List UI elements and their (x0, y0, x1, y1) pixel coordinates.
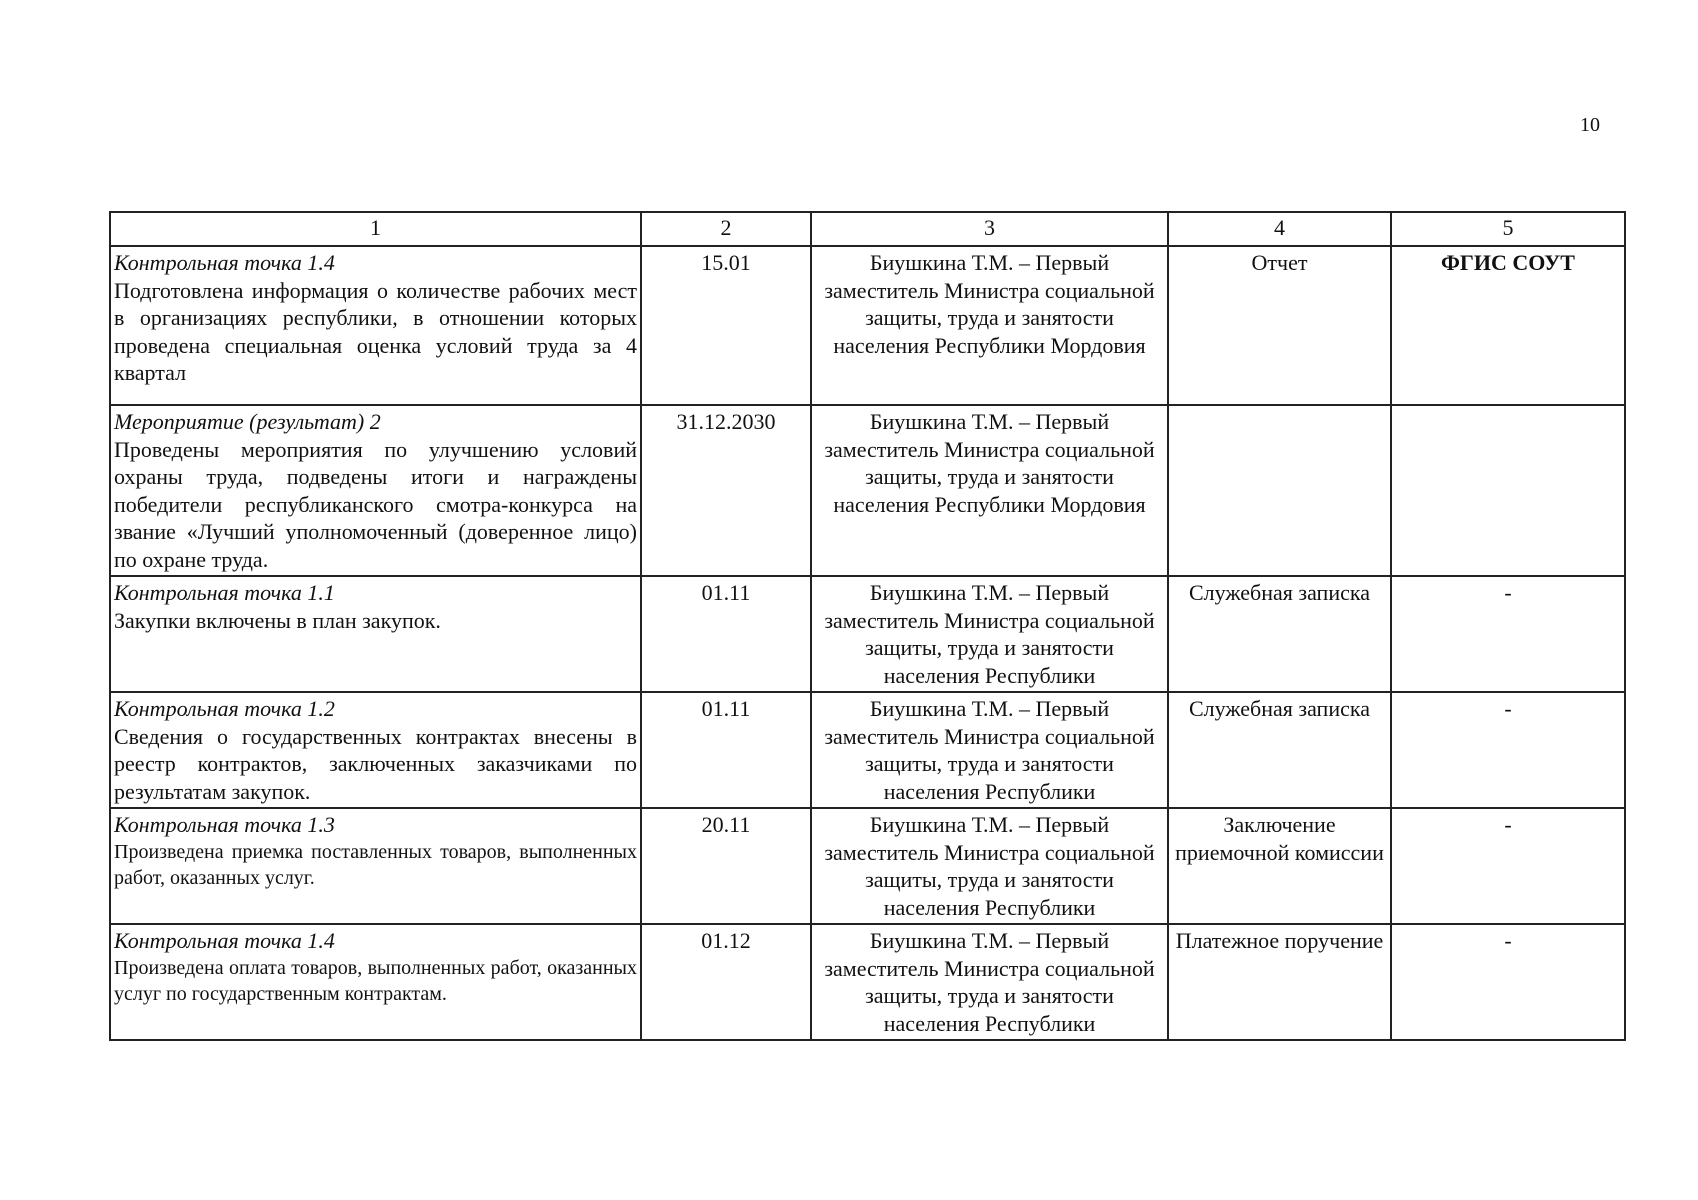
plan-table (109, 211, 1626, 1041)
system-cell: ФГИС СОУТ (1391, 246, 1625, 405)
responsible-cell: Биушкина Т.М. – Первый заместитель Министра социальной защиты, труда и занятости населения Республики Мордовия (811, 405, 1168, 576)
date-cell: 15.01 (641, 246, 811, 405)
item-title: Контрольная точка 1.4 (114, 928, 335, 953)
page-number: 10 (1580, 114, 1600, 136)
responsible-cell: Биушкина Т.М. – Первый заместитель Министра социальной защиты, труда и занятости населения Республики (811, 924, 1168, 1040)
system-cell: - (1391, 576, 1625, 692)
date-cell: 01.12 (641, 924, 811, 1040)
item-cell (110, 692, 641, 808)
item-description: Закупки включены в план закупок. (114, 607, 441, 633)
column-header-5: 5 (1391, 212, 1625, 246)
table-row (110, 924, 1625, 1040)
responsible-cell: Биушкина Т.М. – Первый заместитель Министра социальной защиты, труда и занятости населения Республики (811, 808, 1168, 924)
item-description: Произведена приемка поставленных товаров, выполненных работ, оказанных услуг. (114, 840, 637, 889)
column-header-3: 3 (811, 212, 1168, 246)
responsible-cell: Биушкина Т.М. – Первый заместитель Министра социальной защиты, труда и занятости населения Республики Мордовия (811, 246, 1168, 405)
column-header-1: 1 (110, 212, 641, 246)
item-cell (110, 405, 641, 576)
system-cell (1391, 405, 1625, 576)
document-cell: Служебная записка (1168, 576, 1391, 692)
document-cell: Служебная записка (1168, 692, 1391, 808)
table-row (110, 246, 1625, 405)
item-cell (110, 924, 641, 1040)
table-row (110, 808, 1625, 924)
system-cell: - (1391, 808, 1625, 924)
table-row (110, 692, 1625, 808)
item-description: Подготовлена информация о количестве рабочих мест в организациях республики, в отношении которых проведена специальная оценка условий труда за 4 квартал (114, 277, 637, 385)
document-cell: Отчет (1168, 246, 1391, 405)
item-cell (110, 808, 641, 924)
item-title: Контрольная точка 1.1 (114, 580, 335, 605)
column-header-2: 2 (641, 212, 811, 246)
document-cell: Платежное поручение (1168, 924, 1391, 1040)
item-cell (110, 246, 641, 405)
table-row (110, 576, 1625, 692)
item-cell (110, 576, 641, 692)
item-title: Контрольная точка 1.3 (114, 812, 335, 837)
system-cell: - (1391, 692, 1625, 808)
item-title: Контрольная точка 1.2 (114, 696, 335, 721)
table-header-row (110, 212, 1625, 246)
item-title: Мероприятие (результат) 2 (114, 409, 381, 434)
item-title: Контрольная точка 1.4 (114, 250, 335, 275)
document-cell (1168, 405, 1391, 576)
responsible-cell: Биушкина Т.М. – Первый заместитель Министра социальной защиты, труда и занятости населения Республики (811, 692, 1168, 808)
column-header-4: 4 (1168, 212, 1391, 246)
date-cell: 31.12.2030 (641, 405, 811, 576)
item-description: Произведена оплата товаров, выполненных работ, оказанных услуг по государственным контрактам. (114, 956, 637, 1005)
system-cell: - (1391, 924, 1625, 1040)
date-cell: 01.11 (641, 692, 811, 808)
date-cell: 01.11 (641, 576, 811, 692)
item-description: Сведения о государственных контрактах внесены в реестр контрактов, заключенных заказчиками по результатам закупок. (114, 723, 637, 804)
responsible-cell: Биушкина Т.М. – Первый заместитель Министра социальной защиты, труда и занятости населения Республики (811, 576, 1168, 692)
document-cell: Заключение приемочной комиссии (1168, 808, 1391, 924)
table-row (110, 405, 1625, 576)
item-description: Проведены мероприятия по улучшению условий охраны труда, подведены итоги и награждены победители республиканского смотра-конкурса на звание «Лучший уполномоченный (доверенное лицо) по охране труда. (114, 436, 637, 572)
date-cell: 20.11 (641, 808, 811, 924)
